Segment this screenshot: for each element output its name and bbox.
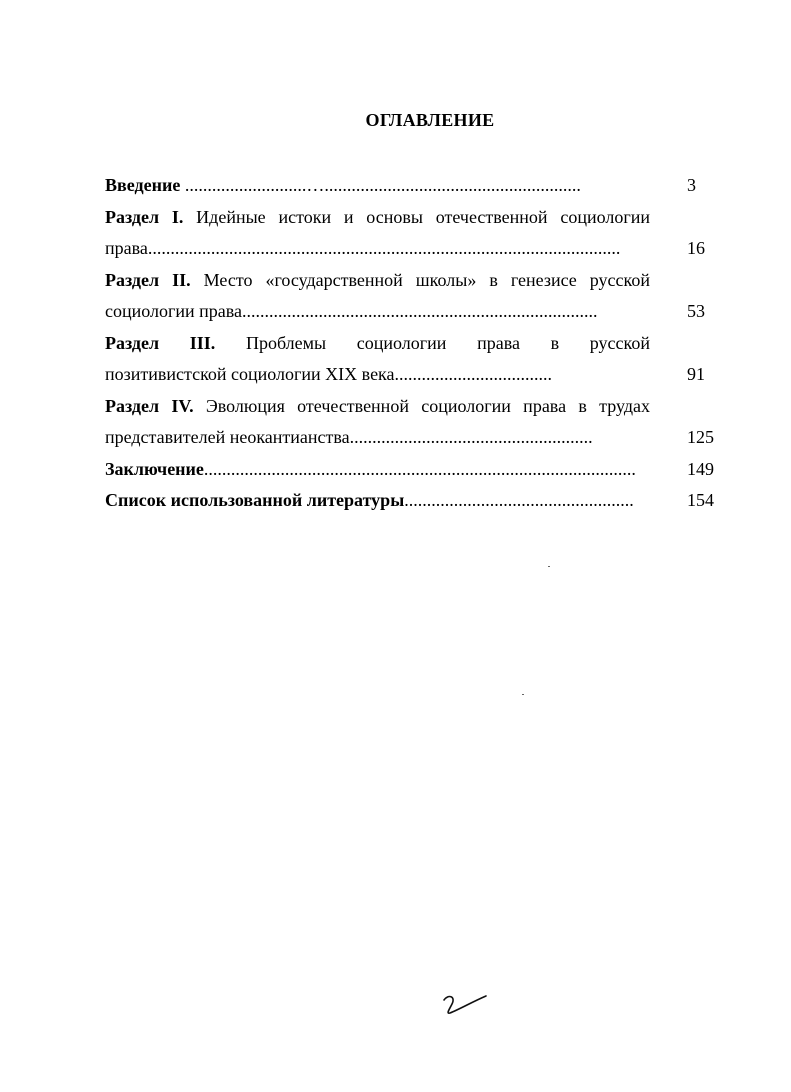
toc-entry-title: Место «государственной школы» в генезисе русской	[190, 269, 650, 290]
toc-entry-leader: ................................................................................................	[203, 458, 636, 479]
toc-entry-section-1[interactable]	[105, 202, 720, 234]
toc-entry-leader: права.........................................................................................................	[105, 238, 621, 258]
toc-page-number: 125	[687, 427, 714, 447]
toc-entry-heading: Список использованной литературы	[105, 490, 405, 510]
toc-page-number: 16	[687, 238, 705, 258]
toc-page-number: 3	[687, 175, 696, 195]
toc-entry-bibliography[interactable]	[105, 485, 720, 517]
toc-entry-text	[105, 359, 650, 391]
toc-entry-heading: Заключение	[105, 458, 204, 479]
toc-entry-title: Эволюция отечественной социологии права в трудах	[193, 395, 650, 416]
toc-entry-section-3[interactable]	[105, 328, 720, 360]
toc-entry-text	[105, 485, 650, 517]
scan-speck	[522, 694, 524, 695]
toc-entry-title: Идейные истоки и основы отечественной социологии	[183, 206, 650, 227]
scan-speck	[548, 566, 550, 567]
toc-entry-section-4-cont[interactable]	[105, 422, 720, 454]
toc-entry-text	[105, 170, 650, 202]
toc-entry-leader: социологии права...............................................................................	[105, 301, 598, 321]
toc-entry-leader: ...................................................	[404, 490, 634, 510]
table-of-contents	[105, 170, 720, 517]
toc-entry-leader: позитивистской социологии XIX века...................................	[105, 364, 553, 384]
toc-entry-title: Проблемы социологии права в русской	[215, 332, 650, 353]
toc-entry-text	[105, 296, 650, 328]
handwritten-page-number	[440, 992, 490, 1020]
toc-entry-leader: ...........................….........................................................	[180, 175, 581, 195]
page-title: ОГЛАВЛЕНИЕ	[365, 110, 495, 130]
toc-entry-conclusion[interactable]	[105, 454, 720, 486]
toc-entry-text	[105, 233, 650, 265]
toc-entry-heading: Раздел III.	[105, 332, 216, 353]
toc-entry-heading: Раздел IV.	[105, 395, 194, 416]
toc-entry-text	[105, 202, 650, 234]
toc-entry-section-2[interactable]	[105, 265, 720, 297]
toc-entry-text	[105, 422, 650, 454]
toc-page-number: 154	[687, 490, 714, 510]
toc-entry-section-3-cont[interactable]	[105, 359, 720, 391]
toc-entry-text	[105, 328, 650, 360]
toc-entry-section-2-cont[interactable]	[105, 296, 720, 328]
toc-entry-text	[105, 265, 650, 297]
toc-entry-section-4[interactable]	[105, 391, 720, 423]
toc-entry-text	[105, 391, 650, 423]
toc-entry-heading: Раздел II.	[105, 269, 191, 290]
toc-page-number: 91	[687, 364, 705, 384]
toc-entry-heading: Раздел I.	[105, 206, 184, 227]
toc-entry-section-1-cont[interactable]	[105, 233, 720, 265]
toc-entry-text	[105, 454, 650, 486]
toc-page-number: 53	[687, 301, 705, 321]
toc-page-number: 149	[687, 458, 714, 479]
toc-entry-leader: представителей неокантианства......................................................	[105, 427, 593, 447]
toc-entry-heading: Введение	[105, 175, 181, 195]
toc-entry-introduction[interactable]	[105, 170, 720, 202]
